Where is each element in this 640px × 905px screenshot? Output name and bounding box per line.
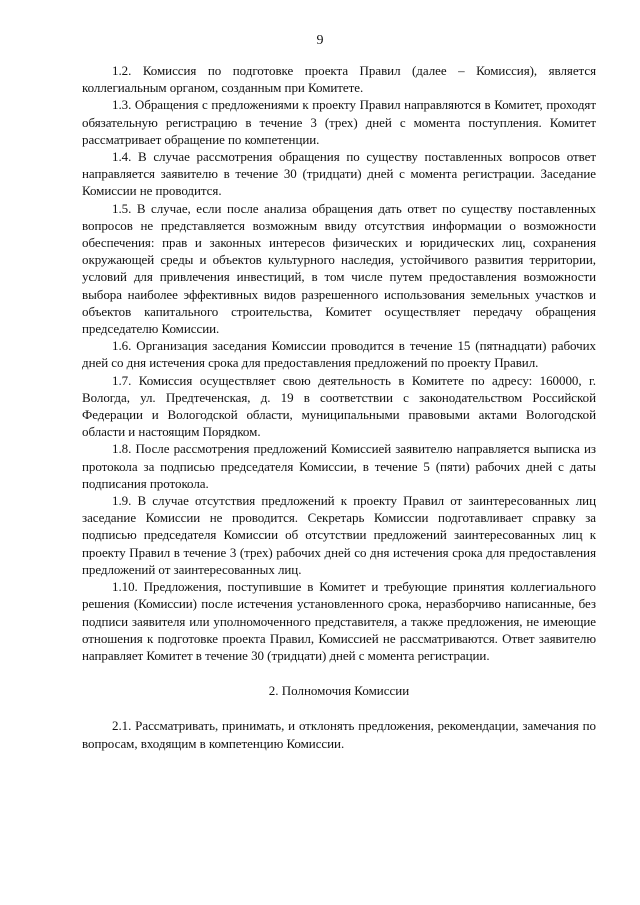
paragraph-1-6: 1.6. Организация заседания Комиссии проводится в течение 15 (пятнадцати) рабочих дней со дня истечения срока для предоставления предложений по проекту Правил.	[82, 338, 596, 371]
paragraph-1-7: 1.7. Комиссия осуществляет свою деятельность в Комитете по адресу: 160000, г. Вологда, ул. Предтеченская, д. 19 в соответствии с законодательством Российской Федерации и Вологодской области, муниципальными правовыми актами Вологодской области и настоящим Порядком.	[82, 372, 596, 440]
paragraph-1-10: 1.10. Предложения, поступившие в Комитет и требующие принятия коллегиального решения (Комиссии) после истечения установленного срока, неразборчиво написанные, без подписи заявителя или уполномоченного представителя, а также предложения, не имеющие отношения к подготовке проекта Правил, Комиссией не рассматриваются. Ответ заявителю направляет Комитет в течение 30 (тридцати) дней с момента регистрации.	[82, 579, 596, 663]
paragraph-1-2: 1.2. Комиссия по подготовке проекта Правил (далее – Комиссия), является коллегиальным органом, созданным при Комитете.	[82, 63, 596, 96]
paragraph-1-3: 1.3. Обращения с предложениями к проекту Правил направляются в Комитет, проходят обязательную регистрацию в течение 3 (трех) дней с момента поступления. Комитет рассматривает обращение по компетенции.	[82, 97, 596, 147]
paragraph-1-8: 1.8. После рассмотрения предложений Комиссией заявителю направляется выписка из протокола за подписью председателя Комиссии, в течение 5 (пяти) рабочих дней с даты подписания протокола.	[82, 441, 596, 491]
paragraph-2-1: 2.1. Рассматривать, принимать, и отклонять предложения, рекомендации, замечания по вопросам, входящим в компетенцию Комиссии.	[82, 718, 596, 751]
paragraph-1-9: 1.9. В случае отсутствия предложений к проекту Правил от заинтересованных лиц заседание Комиссии не проводится. Секретарь Комиссии подготавливает справку за подписью председателя Комиссии об отсутствии предложений заинтересованных лиц к проекту Правил в течение 3 (трех) рабочих дней со дня истечения срока для предоставления предложений от заинтересованных лиц.	[82, 493, 596, 577]
section-title: 2. Полномочия Комиссии	[268, 683, 410, 699]
paragraph-1-4: 1.4. В случае рассмотрения обращения по существу поставленных вопросов ответ направляется заявителю в течение 30 (тридцати) дней с момента регистрации. Заседание Комиссии не проводится.	[82, 149, 596, 199]
page-number: 9	[316, 33, 324, 48]
paragraph-1-5: 1.5. В случае, если после анализа обращения дать ответ по существу поставленных вопросов не представляется возможным ввиду отсутствия информации о возможности обеспечения: прав и законных интересов физических и юридических лиц, сохранения окружающей среды и объектов культурного наследия, устойчивого развития территории, условий для привлечения инвестиций, в том числе путем предоставления возможности выбора наиболее эффективных видов разрешенного использования земельных участков и объектов капитального строительства, Комитет осуществляет передачу обращения председателю Комиссии.	[82, 200, 596, 337]
document-body	[82, 62, 596, 752]
